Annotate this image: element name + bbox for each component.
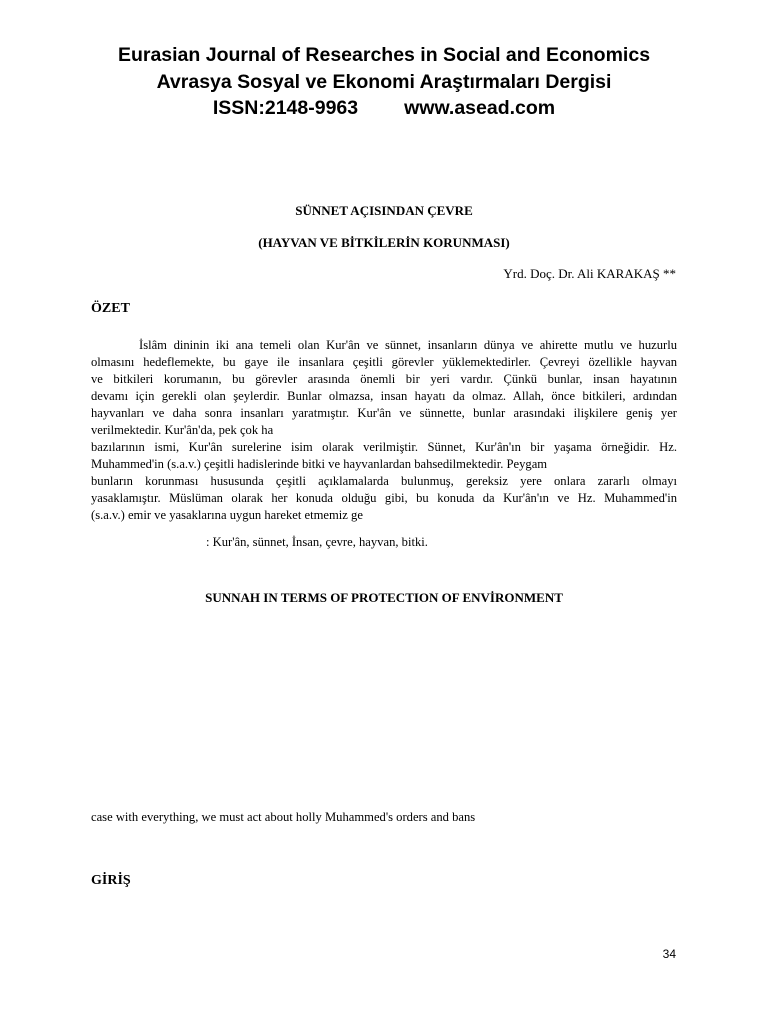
- article-author: Yrd. Doç. Dr. Ali KARAKAŞ **: [503, 266, 676, 281]
- ozet-paragraph: [91, 337, 677, 524]
- journal-issn-line: [0, 95, 768, 122]
- article-title: SÜNNET AÇISINDAN ÇEVRE: [295, 203, 473, 218]
- ozet-line: bazılarının ismi, Kur'ân surelerine isim olarak verilmiştir. Sünnet, Kur'ân'ın bir yaşama örneğidir. Hz.: [91, 440, 677, 454]
- ozet-line: (s.a.v.) emir ve yasaklarına uygun hareket etmemiz ge: [91, 508, 363, 522]
- ozet-line: hayvanları ve daha sonra insanları yaratmıştır. Kur'ân ve sünnette, bunlar arasındaki ilişkilere geniş yer: [91, 406, 677, 420]
- keywords: : Kur'ân, sünnet, İnsan, çevre, hayvan, bitki.: [206, 535, 428, 549]
- english-title: SUNNAH IN TERMS OF PROTECTION OF ENVİRONMENT: [205, 590, 563, 605]
- journal-title-tr: Avrasya Sosyal ve Ekonomi Araştırmaları Dergisi: [156, 70, 612, 93]
- journal-header: [0, 42, 768, 122]
- ozet-line: Muhammed'in (s.a.v.) çeşitli hadislerinde bitki ve hayvanlardan bahsedilmektedir. Peygam: [91, 457, 548, 471]
- ozet-line: İslâm dininin iki ana temeli olan Kur'ân ve sünnet, insanların dünya ve ahirette mutlu ve huzurlu: [139, 338, 677, 352]
- ozet-line: verilmektedir. Kur'ân'da, pek çok ha: [91, 423, 274, 437]
- journal-issn: ISSN:2148-9963: [212, 97, 359, 119]
- giris-heading: GİRİŞ: [91, 873, 131, 888]
- article-subtitle: (HAYVAN VE BİTKİLERİN KORUNMASI): [258, 235, 510, 250]
- page-number: 34: [662, 947, 676, 961]
- ozet-line: bunların korunması hususunda çeşitli açıklamalarda bulunmuş, gereksiz yere onlara zararlı olmayı: [91, 474, 677, 488]
- ozet-line: devamı için gerekli olan şeylerdir. Bunlar olmazsa, insan hayatı da olmaz. Allah, önce bitkileri, ardından: [91, 389, 677, 403]
- ozet-heading: ÖZET: [91, 301, 130, 316]
- ozet-line: olmasını hedeflemekte, bu gaye ile insanlara çeşitli görevler yüklemektedirler. Çevreyi özellikle hayvan: [91, 355, 677, 369]
- journal-title-en: Eurasian Journal of Researches in Social and Economics: [117, 44, 651, 66]
- ozet-line: yasaklamıştır. Müslüman olarak her konuda olduğu gibi, bu konuda da Kur'ân'ın ve Hz. Muhammed'in: [91, 491, 677, 505]
- journal-website: www.asead.com: [404, 97, 556, 119]
- english-abstract-line: case with everything, we must act about holly Muhammed's orders and bans: [91, 810, 476, 824]
- ozet-line: ve bitkileri korumanın, bu görevler arasında önemli bir yeri vardır. Çünkü bunlar, insan hayatının: [91, 372, 677, 386]
